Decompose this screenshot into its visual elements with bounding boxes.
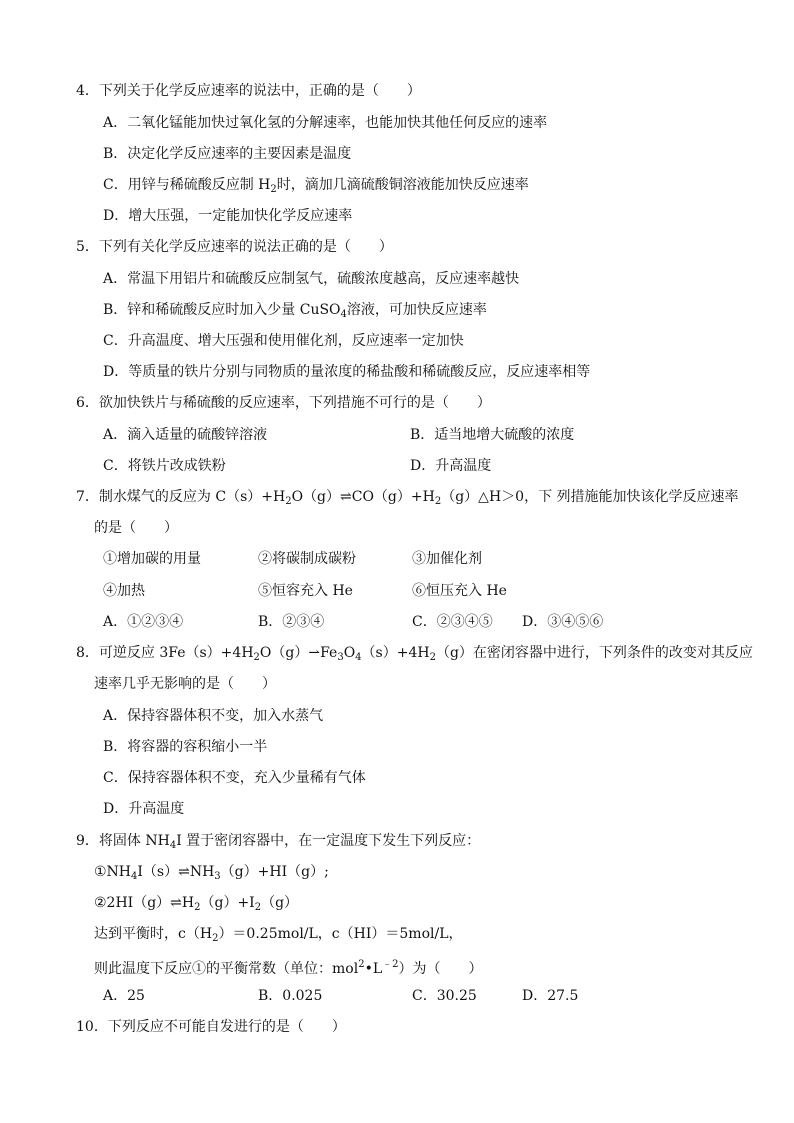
q4-option-d: D．增大压强，一定能加快化学反应速率 (103, 208, 353, 224)
q7-stem (76, 487, 739, 512)
q9-reaction-2 (94, 893, 298, 918)
q7-item-4: ④加热 (103, 583, 145, 599)
q8-stem-2: O（g）⇀Fe (259, 645, 338, 661)
q7-item-1: ①增加碳的用量 (103, 551, 201, 567)
q9-ask-sup2: ﹣2 (382, 959, 399, 970)
q4-c-sub: 2 (270, 184, 277, 195)
q9-r1-2: I（s）⇌NH (137, 864, 215, 880)
q9-ask-1: 则此温度下反应①的平衡常数（单位：mol (94, 961, 359, 977)
q7-item-5: ⑤恒容充入 He (258, 583, 353, 599)
q9-r2-3: （g） (261, 895, 299, 911)
q6-option-b: B．适当地增大硫酸的浓度 (410, 427, 575, 443)
q7-option-a: A．①②③④ (103, 614, 184, 630)
q9-r1-sub1: 4 (131, 871, 138, 882)
q9-option-d: D．27.5 (522, 988, 579, 1004)
q9-option-b: B．0.025 (258, 988, 323, 1004)
q9-r2-sub1: 2 (194, 902, 201, 913)
q7-item-6: ⑥恒压充入 He (412, 583, 507, 599)
q9-option-c: C．30.25 (412, 988, 477, 1004)
q7-option-b: B．②③④ (258, 614, 325, 630)
q8-option-b: B．将容器的容积缩小一半 (103, 739, 268, 755)
q9-reaction-1 (94, 862, 329, 887)
q7-stem-3: （g）△H＞0，下 列措施能加快该化学反应速率 (441, 489, 739, 505)
q9-r1-3: （g）+HI（g）; (220, 864, 329, 880)
q9-cond-2: ）＝0.25mol/L，c（HI）＝5mol/L， (218, 926, 463, 942)
q8-stem (76, 643, 753, 668)
q9-stem-2: I 置于密闭容器中，在一定温度下发生下列反应： (176, 833, 481, 849)
q9-condition (94, 924, 463, 949)
q4-option-c (103, 175, 529, 200)
q9-r2-sub2: 2 (254, 902, 262, 913)
q9-stem (76, 831, 480, 856)
q8-option-a: A．保持容器体积不变，加入水蒸气 (103, 708, 324, 724)
q8-option-d: D．升高温度 (103, 801, 185, 817)
q8-stem-5: （g）在密闭容器中进行，下列条件的改变对其反应 (435, 645, 753, 661)
q7-stem-2: O（g）⇌CO（g）+H (291, 489, 435, 505)
q5-option-b (103, 300, 487, 325)
q5-stem: 5．下列有关化学反应速率的说法正确的是（ ） (76, 239, 393, 255)
q4-c-text-2: 时，滴加几滴硫酸铜溶液能加快反应速率 (276, 177, 529, 193)
q6-option-c: C．将铁片改成铁粉 (103, 458, 226, 474)
q7-stem-1: 7．制水煤气的反应为 C（s）+H (76, 489, 286, 505)
q5-b-sub: 4 (340, 309, 347, 320)
q7-item-2: ②将碳制成碳粉 (258, 551, 356, 567)
q7-option-d: D．③④⑤⑥ (522, 614, 604, 630)
q5-b-text-2: 溶液，可加快反应速率 (346, 302, 487, 318)
q9-ask-2: •L (364, 961, 383, 977)
q8-stem-4: （s）+4H (361, 645, 430, 661)
q4-option-b: B．决定化学反应速率的主要因素是温度 (103, 146, 352, 162)
q9-r1-sub2: 3 (214, 871, 221, 882)
q7-stem-cont: 的是（ ） (94, 520, 178, 536)
q8-option-c: C．保持容器体积不变，充入少量稀有气体 (103, 770, 366, 786)
q9-r1-1: ①NH (94, 864, 132, 880)
q4-c-text-1: C．用锌与稀硫酸反应制 H (103, 177, 271, 193)
q9-r2-1: ②2HI（g）⇌H (94, 895, 195, 911)
q7-item-3: ③加催化剂 (412, 551, 482, 567)
q9-cond-sub: 2 (212, 933, 219, 944)
q9-option-a: A．25 (103, 988, 145, 1004)
q9-ask-3: ）为（ ） (398, 961, 483, 977)
q9-stem-sub1: 4 (169, 840, 177, 851)
q4-option-a: A．二氧化锰能加快过氧化氢的分解速率，也能加快其他任何反应的速率 (103, 115, 548, 131)
q4-stem: 4．下列关于化学反应速率的说法中，正确的是（ ） (76, 83, 421, 99)
q7-stem-sub2: 2 (434, 496, 442, 507)
q8-stem-sub2: 3 (337, 652, 344, 663)
q9-r2-2: （g）+I (200, 895, 255, 911)
q8-stem-sub3: 4 (355, 652, 362, 663)
q5-option-a: A．常温下用铝片和硫酸反应制氢气，硫酸浓度越高，反应速率越快 (103, 271, 520, 287)
q9-cond-1: 达到平衡时，c（H (94, 926, 213, 942)
q5-b-text-1: B．锌和稀硫酸反应时加入少量 CuSO (103, 302, 341, 318)
q6-option-d: D．升高温度 (410, 458, 492, 474)
q7-option-c: C．②③④⑤ (412, 614, 493, 630)
q9-stem-1: 9．将固体 NH (76, 833, 170, 849)
q8-stem-1: 8．可逆反应 3Fe（s）+4H (76, 645, 254, 661)
q6-stem: 6．欲加快铁片与稀硫酸的反应速率，下列措施不可行的是（ ） (76, 395, 491, 411)
q8-stem-cont: 速率几乎无影响的是（ ） (94, 676, 276, 692)
q8-stem-sub4: 2 (429, 652, 436, 663)
q8-stem-sub1: 2 (253, 652, 260, 663)
q5-option-d: D．等质量的铁片分别与同物质的量浓度的稀盐酸和稀硫酸反应，反应速率相等 (103, 364, 591, 380)
q9-ask-sup1: 2 (358, 959, 365, 970)
q7-stem-sub1: 2 (285, 496, 292, 507)
q6-option-a: A．滴入适量的硫酸锌溶液 (103, 427, 268, 443)
q5-option-c: C．升高温度、增大压强和使用催化剂，反应速率一定加快 (103, 333, 464, 349)
q8-stem-3: O (343, 645, 356, 661)
q9-question (94, 955, 483, 979)
q10-stem: 10．下列反应不可能自发进行的是（ ） (76, 1019, 346, 1035)
